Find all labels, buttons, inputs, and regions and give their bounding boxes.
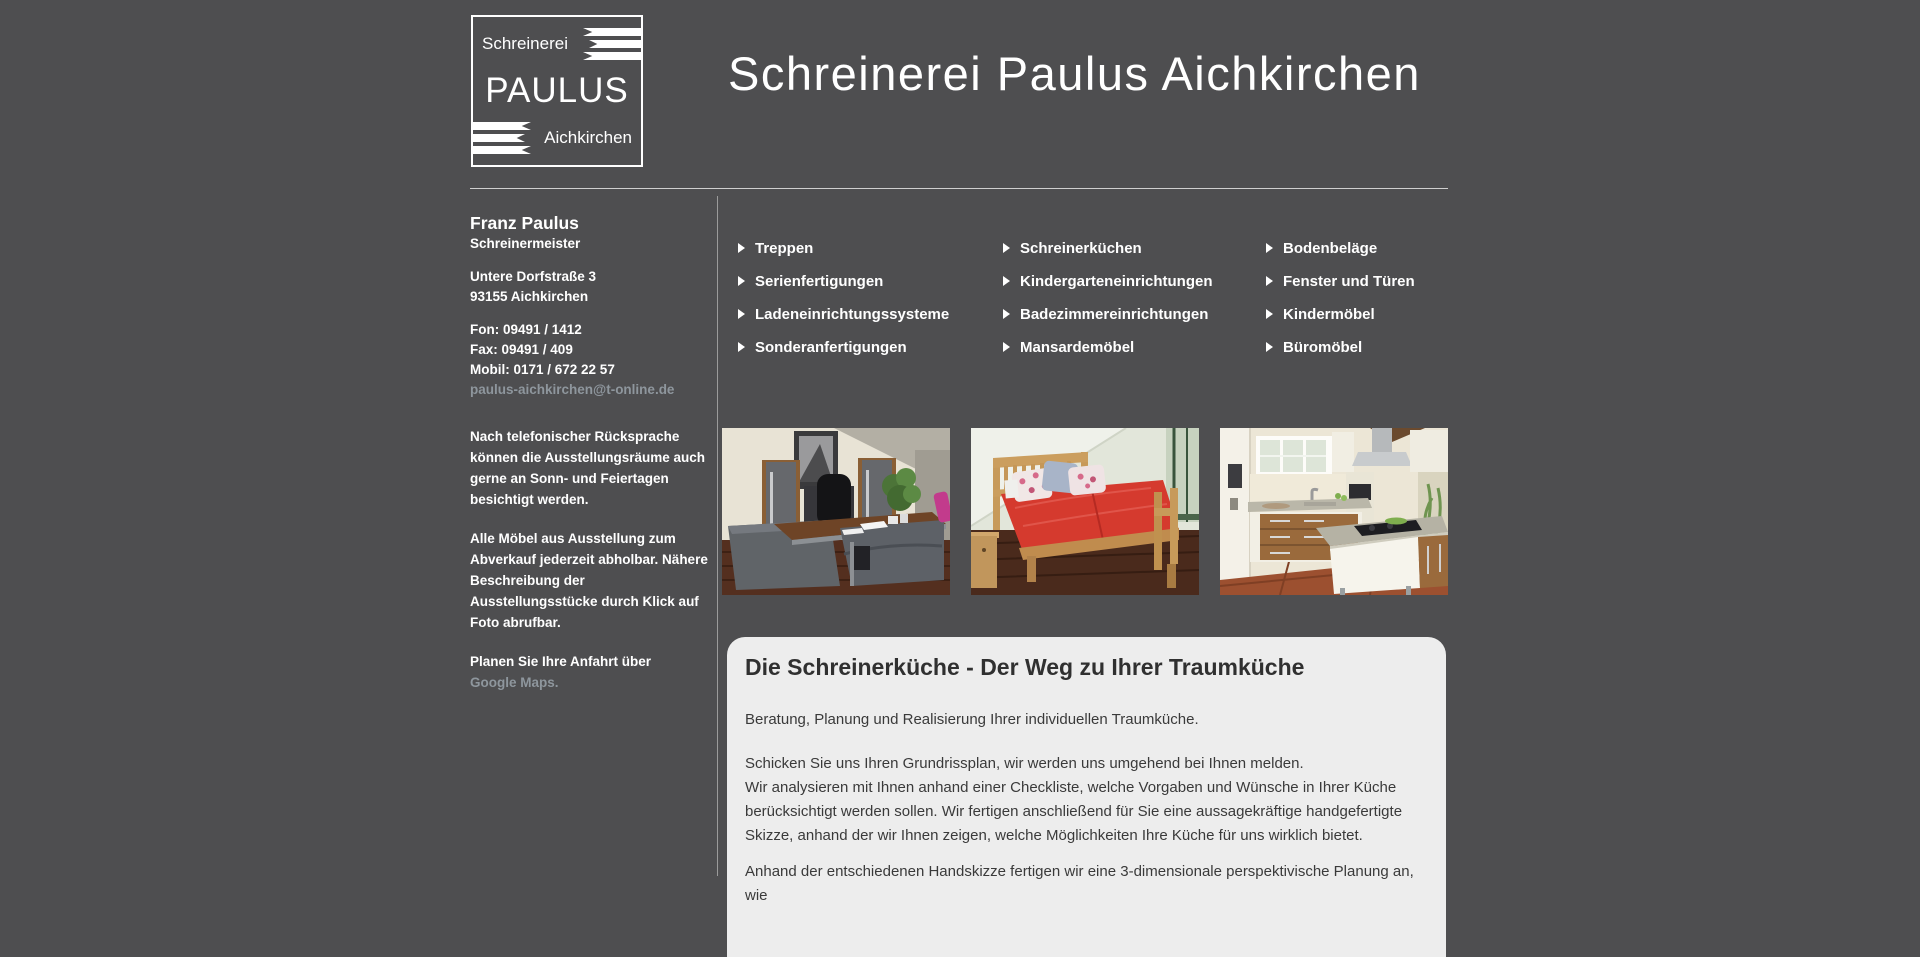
nav-item-ladeneinrichtungssysteme[interactable]: Ladeneinrichtungssysteme <box>738 304 1003 324</box>
nav-item-kindermoebel[interactable]: Kindermöbel <box>1266 304 1415 324</box>
arrow-right-icon <box>1003 309 1010 319</box>
arrow-right-icon <box>1266 243 1273 253</box>
nav-column-3 <box>1266 238 1415 370</box>
main-nav <box>738 238 1415 370</box>
content-box <box>727 637 1446 957</box>
logo-text-paulus: PAULUS <box>485 71 629 110</box>
header-divider <box>470 188 1448 189</box>
directions-text: Planen Sie Ihre Anfahrt über <box>470 654 652 669</box>
contact-sidebar <box>470 212 710 693</box>
nav-item-kindergarteneinrichtungen[interactable]: Kindergarteneinrichtungen <box>1003 271 1266 291</box>
address-line-street: Untere Dorfstraße 3 <box>470 269 597 284</box>
mobile-number: Mobil: 0171 / 672 22 57 <box>470 362 615 377</box>
logo-text-aichkirchen: Aichkirchen <box>544 128 632 147</box>
nav-column-1 <box>738 238 1003 370</box>
arrow-right-icon <box>1266 309 1273 319</box>
nav-item-serienfertigungen[interactable]: Serienfertigungen <box>738 271 1003 291</box>
sidebar-divider <box>717 196 718 876</box>
fax-number: Fax: 09491 / 409 <box>470 342 573 357</box>
photo-gallery <box>722 428 1448 595</box>
article-paragraph-clipped: Anhand der entschiedenen Handskizze fertigen wir eine 3-dimensionale perspektivische Planung an, wie <box>745 863 1414 904</box>
article-intro: Beratung, Planung und Realisierung Ihrer individuellen Traumküche. <box>745 711 1199 728</box>
phone-block <box>470 320 710 400</box>
article-title: Die Schreinerküche - Der Weg zu Ihrer Traumküche <box>745 654 1305 680</box>
arrow-right-icon <box>1003 276 1010 286</box>
google-maps-link[interactable]: Google Maps <box>470 675 555 690</box>
visiting-hours-note: Nach telefonischer Rücksprache können die Ausstellungsräume auch gerne an Sonn- und Feiertagen besichtigt werden. <box>470 429 706 507</box>
bedroom-bed-photo[interactable] <box>971 428 1199 595</box>
arrow-right-icon <box>1266 342 1273 352</box>
arrow-right-icon <box>738 309 745 319</box>
wood-planks-icon <box>473 122 531 154</box>
article-paragraph <box>745 752 1426 848</box>
email-link[interactable]: paulus-aichkirchen@t-online.de <box>470 382 675 397</box>
article-text: Wir analysieren mit Ihnen anhand einer Checkliste, welche Vorgaben und Wünsche in Ihrer Küche berücksichtigt werden sollen. Wir fertigen anschließend für Sie eine aussagekräftige handgefertigte Skizze, anhand der wir Ihnen zeigen, welche Möglichkeiten Ihre Küche für uns wirklich bietet. <box>745 779 1403 844</box>
arrow-right-icon <box>1266 276 1273 286</box>
directions-period: . <box>554 675 559 690</box>
address-block <box>470 267 710 307</box>
nav-item-mansardemoebel[interactable]: Mansardemöbel <box>1003 337 1266 357</box>
directions-note <box>470 651 710 693</box>
address-line-city: 93155 Aichkirchen <box>470 289 589 304</box>
logo-text-schreinerei: Schreinerei <box>482 34 568 53</box>
arrow-right-icon <box>738 276 745 286</box>
nav-item-schreinerkuechen[interactable]: Schreinerküchen <box>1003 238 1266 258</box>
office-furniture-photo[interactable] <box>722 428 950 595</box>
showroom-sale-note: Alle Möbel aus Ausstellung zum Abverkauf jederzeit abholbar. Nähere Beschreibung der Ausstellungsstücke durch Klick auf Foto abrufbar. <box>470 531 708 630</box>
phone-number: Fon: 09491 / 1412 <box>470 322 582 337</box>
contact-role: Schreinermeister <box>470 236 581 251</box>
arrow-right-icon <box>738 342 745 352</box>
page-title: Schreinerei Paulus Aichkirchen <box>728 47 1421 100</box>
company-logo[interactable] <box>471 15 643 167</box>
nav-item-treppen[interactable]: Treppen <box>738 238 1003 258</box>
arrow-right-icon <box>1003 342 1010 352</box>
arrow-right-icon <box>1003 243 1010 253</box>
article-line: Schicken Sie uns Ihren Grundrissplan, wir werden uns umgehend bei Ihnen melden. <box>745 755 1304 772</box>
logo-top-row <box>482 28 632 60</box>
nav-item-bodenbelaege[interactable]: Bodenbeläge <box>1266 238 1415 258</box>
kitchen-photo[interactable] <box>1220 428 1448 595</box>
nav-item-bueromoebel[interactable]: Büromöbel <box>1266 337 1415 357</box>
logo-bottom-row <box>482 122 632 154</box>
nav-column-2 <box>1003 238 1266 370</box>
wood-planks-icon <box>583 28 641 60</box>
nav-item-fenster-und-tueren[interactable]: Fenster und Türen <box>1266 271 1415 291</box>
arrow-right-icon <box>738 243 745 253</box>
page <box>470 0 1448 904</box>
nav-item-badezimmereinrichtungen[interactable]: Badezimmereinrichtungen <box>1003 304 1266 324</box>
nav-item-sonderanfertigungen[interactable]: Sonderanfertigungen <box>738 337 1003 357</box>
contact-name: Franz Paulus <box>470 213 579 233</box>
